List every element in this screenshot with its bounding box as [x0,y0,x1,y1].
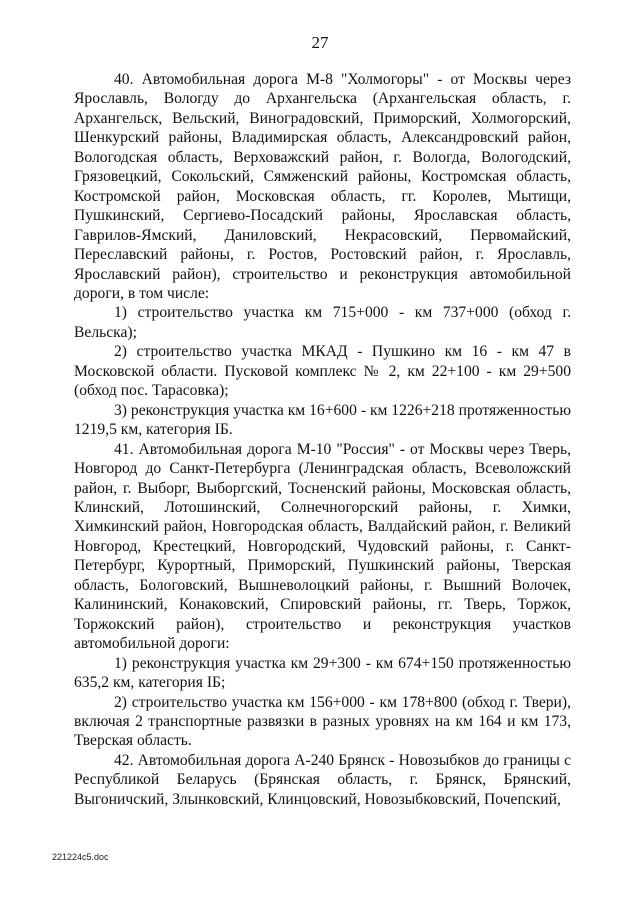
document-file-code: 221224c5.doc [52,852,109,862]
paragraph-item-40: 40. Автомобильная дорога М-8 "Холмогоры" - от Москвы через Ярославль, Вологду до Архангельска (Архангельская область, г. Архангельск, Вельский, Виноградовский, Приморский, Холмогорский, Шенкурский районы, Владимирская область, Александровский район, Вологодская область, Верховажский район, г. Вологда, Вологодский, Грязовецкий, Сокольский, Сямженский районы, Костромская область, Костромской район, Московская область, гг. Королев, Мытищи, Пушкинский, Сергиево-Посадский районы, Ярославская область, Гаврилов-Ямский, Даниловский, Некрасовский, Первомайский, Переславский районы, г. Ростов, Ростовский район, г. Ярославль, Ярославский район), строительство и реконструкция автомобильной дороги, в том числе: [74,71,571,302]
paragraph-subitem-40-2: 2) строительство участка МКАД - Пушкино км 16 - км 47 в Московской области. Пусковой комплекс № 2, км 22+100 - км 29+500 (обход пос. Тарасовка); [74,343,571,400]
paragraph-subitem-40-1: 1) строительство участка км 715+000 - км 737+000 (обход г. Вельска); [74,304,571,341]
paragraph-item-42: 42. Автомобильная дорога А-240 Брянск - Новозыбков до границы с Республикой Беларусь (Брянская область, г. Брянск, Брянский, Выгоничский, Злынковский, Клинцовский, Новозыбковский, Почепский, [74,751,571,808]
document-body [74,70,571,809]
paragraph-subitem-41-1: 1) реконструкция участка км 29+300 - км 674+150 протяженностью 635,2 км, категория IБ; [74,654,571,692]
paragraph-subitem-40-3: 3) реконструкция участка км 16+600 - км 1226+218 протяженностью 1219,5 км, категория IБ. [74,401,571,439]
page-number: 27 [311,33,329,52]
paragraph-item-41: 41. Автомобильная дорога М-10 "Россия" - от Москвы через Тверь, Новгород до Санкт-Петербурга (Ленинградская область, Всеволожский район, г. Выборг, Выборгский, Тосненский районы, Московская область, Клинский, Лотошинский, Солнечногорский районы, г. Химки, Химкинский район, Новгородская область, Валдайский район, г. Великий Новгород, Крестецкий, Новгородский, Чудовский районы, г. Санкт-Петербург, Курортный, Приморский, Пушкинский районы, Тверская область, Бологовский, Вышневолоцкий районы, г. Вышний Волочек, Калининский, Конаковский, Спировский районы, гг. Тверь, Торжок, Торжокский район), строительство и реконструкция участков автомобильной дороги: [74,440,571,653]
paragraph-subitem-41-2: 2) строительство участка км 156+000 - км 178+800 (обход г. Твери), включая 2 транспортные развязки в разных уровнях на км 164 и км 173, Тверская область. [74,693,571,750]
